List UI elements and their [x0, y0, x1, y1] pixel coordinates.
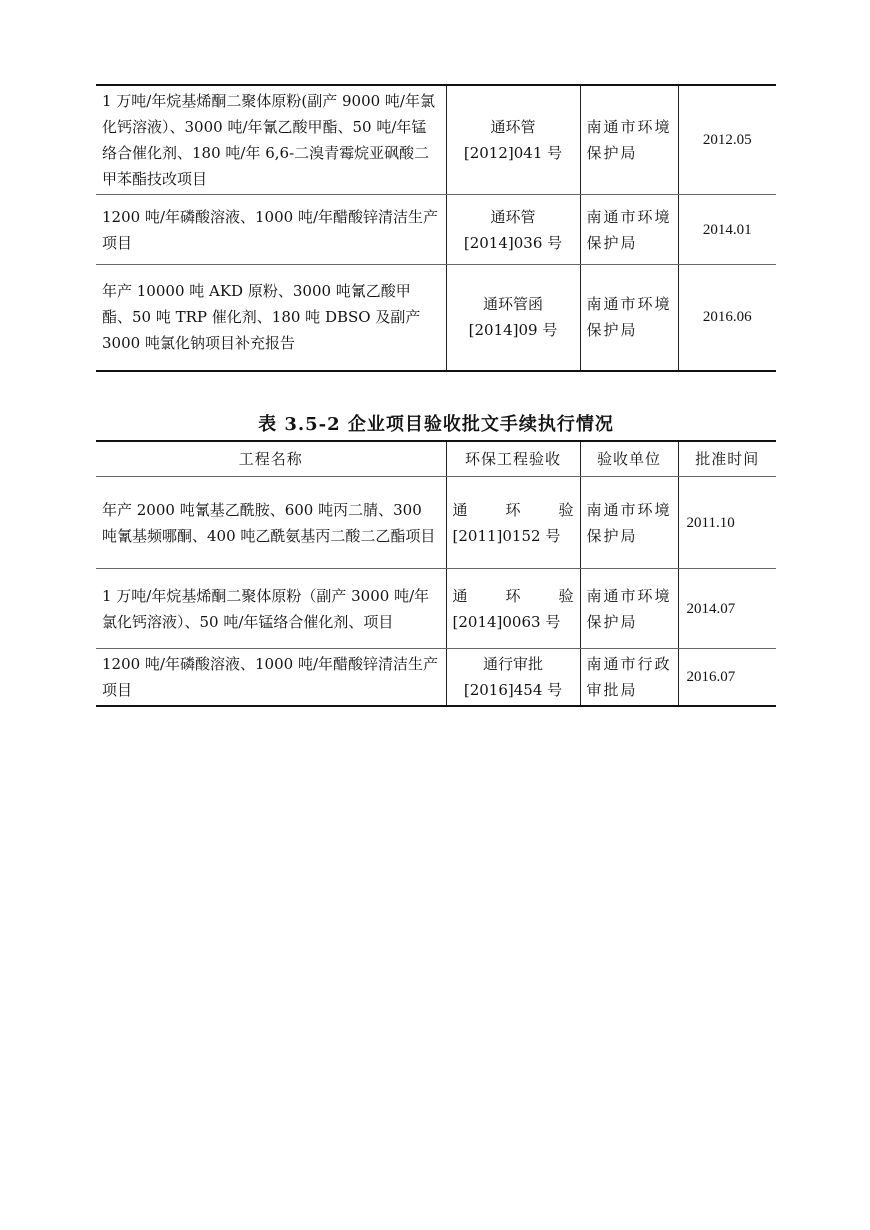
project-name: 1 万吨/年烷基烯酮二聚体原粉（副产 3000 吨/年氯化钙溶液）、50 吨/年锰络合催化剂、项目 [96, 569, 446, 649]
project-name: 1 万吨/年烷基烯酮二聚体原粉(副产 9000 吨/年氯化钙溶液）、3000 吨/年氰乙酸甲酯、50 吨/年锰络合催化剂、180 吨/年 6,6-二溴青霉烷亚砜酸二甲苯酯技改项目 [96, 85, 446, 195]
column-header-project-name: 工程名称 [96, 441, 446, 477]
acceptance-document: 通行审批[2016]454 号 [446, 649, 580, 707]
approval-document: 通环管[2012]041 号 [446, 85, 580, 195]
approval-unit: 南通市环境保护局 [580, 265, 678, 371]
approval-date: 2014.07 [678, 569, 776, 649]
acceptance-document: 通 环 验[2014]0063 号 [446, 569, 580, 649]
column-header-acceptance: 环保工程验收 [446, 441, 580, 477]
acceptance-table [96, 440, 776, 707]
table-row [96, 85, 776, 195]
table-row [96, 195, 776, 265]
project-name: 年产 10000 吨 AKD 原粉、3000 吨氰乙酸甲酯、50 吨 TRP 催化剂、180 吨 DBSO 及副产 3000 吨氯化钠项目补充报告 [96, 265, 446, 371]
approval-date: 2011.10 [678, 477, 776, 569]
column-header-unit: 验收单位 [580, 441, 678, 477]
approval-date: 2016.06 [678, 265, 776, 371]
approval-date: 2014.01 [678, 195, 776, 265]
approval-document: 通环管[2014]036 号 [446, 195, 580, 265]
acceptance-unit: 南通市环境保护局 [580, 569, 678, 649]
acceptance-document: 通 环 验[2011]0152 号 [446, 477, 580, 569]
acceptance-unit: 南通市环境保护局 [580, 477, 678, 569]
project-name: 年产 2000 吨氰基乙酰胺、600 吨丙二腈、300 吨氰基频哪酮、400 吨乙酰氨基丙二酸二乙酯项目 [96, 477, 446, 569]
project-name: 1200 吨/年磷酸溶液、1000 吨/年醋酸锌清洁生产项目 [96, 649, 446, 707]
acceptance-unit: 南通市行政审批局 [580, 649, 678, 707]
table-row [96, 477, 776, 569]
approval-date: 2012.05 [678, 85, 776, 195]
table-caption: 表 3.5-2 企业项目验收批文手续执行情况 [258, 414, 614, 435]
table-row [96, 569, 776, 649]
table-header-row [96, 441, 776, 477]
project-name: 1200 吨/年磷酸溶液、1000 吨/年醋酸锌清洁生产项目 [96, 195, 446, 265]
approval-unit: 南通市环境保护局 [580, 85, 678, 195]
table-row [96, 265, 776, 371]
approval-date: 2016.07 [678, 649, 776, 707]
approval-unit: 南通市环境保护局 [580, 195, 678, 265]
approval-document: 通环管函[2014]09 号 [446, 265, 580, 371]
column-header-date: 批准时间 [678, 441, 776, 477]
approval-table-continued [96, 84, 776, 372]
table-row [96, 649, 776, 707]
